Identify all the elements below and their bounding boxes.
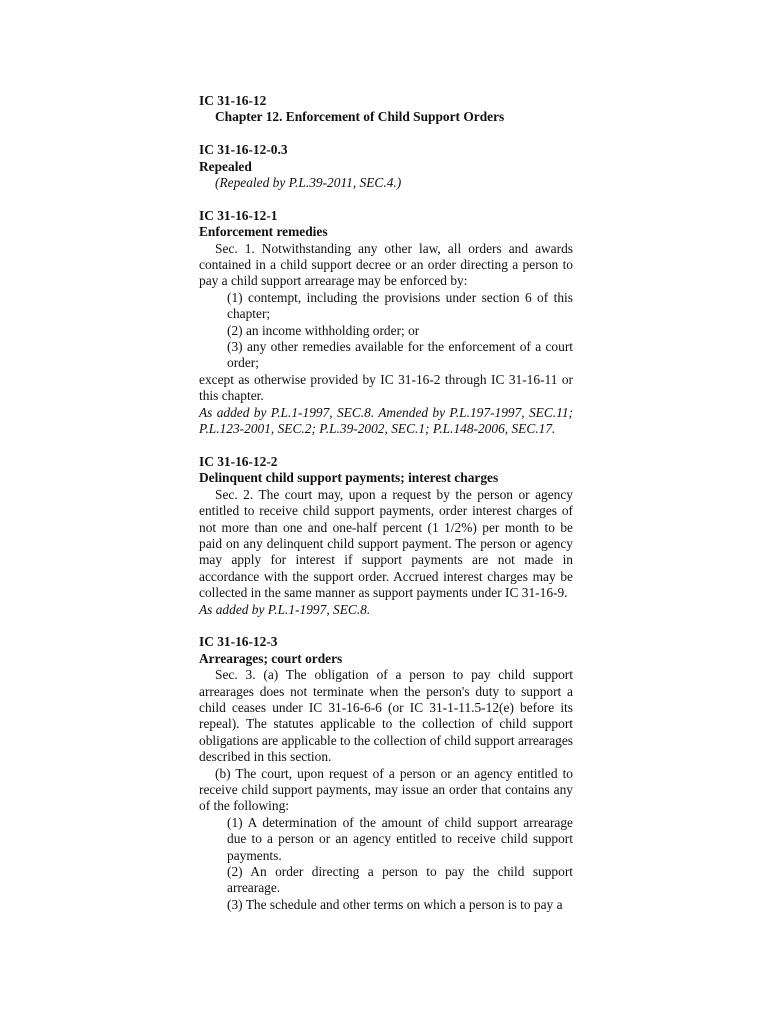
section-1-tail: except as otherwise provided by IC 31-16-2 through IC 31-16-11 or this chapter. (199, 371, 573, 404)
chapter-code: IC 31-16-12 (199, 93, 267, 108)
statute-page (199, 93, 573, 913)
section-1-intro: Sec. 1. Notwithstanding any other law, all orders and awards contained in a child support decree or an order directing a person to pay a child support arrearage may be enforced by: (199, 240, 573, 289)
section-3-para-a: Sec. 3. (a) The obligation of a person to pay child support arrearages does not terminate when the person's duty to support a child ceases under IC 31-16-6-6 (or IC 31-1-11.5-12(e) before its repeal). The statutes applicable to the collection of child support obligations are applicable to the collection of child support arrearages described in this section. (199, 667, 573, 765)
section-1-code: IC 31-16-12-1 (199, 207, 278, 223)
section-1-item-2: (2) an income withholding order; or (227, 322, 420, 338)
section-3-code: IC 31-16-12-3 (199, 634, 278, 650)
section-2-history: As added by P.L.1-1997, SEC.8. (199, 601, 371, 617)
section-1-item-1: (1) contempt, including the provisions under section 6 of this chapter; (227, 289, 573, 322)
section-1-item-3: (3) any other remedies available for the enforcement of a court order; (227, 339, 573, 371)
section-3-item-1: (1) A determination of the amount of child support arrearage due to a person or an agency entitled to receive child support payments. (227, 814, 573, 863)
section-1-title: Enforcement remedies (199, 224, 328, 240)
section-1-history: As added by P.L.1-1997, SEC.8. Amended by P.L.197-1997, SEC.11; P.L.123-2001, SEC.2; P.L.39-2002, SEC.1; P.L.148-2006, SEC.17. (199, 404, 573, 437)
section-3-item-2: (2) An order directing a person to pay the child support arrearage. (227, 864, 573, 896)
section-3-para-b: (b) The court, upon request of a person or an agency entitled to receive child support payments, may issue an order that contains any of the following: (199, 765, 573, 814)
section-2-code: IC 31-16-12-2 (199, 453, 278, 469)
section-0-3-title: Repealed (199, 158, 252, 174)
section-3-title: Arrearages; court orders (199, 650, 343, 666)
section-0-3-note: (Repealed by P.L.39-2011, SEC.4.) (215, 175, 402, 191)
chapter-title: Chapter 12. Enforcement of Child Support Orders (215, 109, 505, 125)
section-3-item-3: (3) The schedule and other terms on which a person is to pay a (227, 896, 563, 912)
section-2-body: Sec. 2. The court may, upon a request by the person or agency entitled to receive child support payments, order interest charges of not more than one and one-half percent (1 1/2%) per month to be paid on any delinquent child support payment. The person or agency may apply for interest if support payments are not made in accordance with the support order. Accrued interest charges may be collected in the same manner as support payments under IC 31-16-9. (199, 486, 573, 601)
section-2-title: Delinquent child support payments; interest charges (199, 470, 499, 486)
section-0-3-code: IC 31-16-12-0.3 (199, 142, 288, 158)
